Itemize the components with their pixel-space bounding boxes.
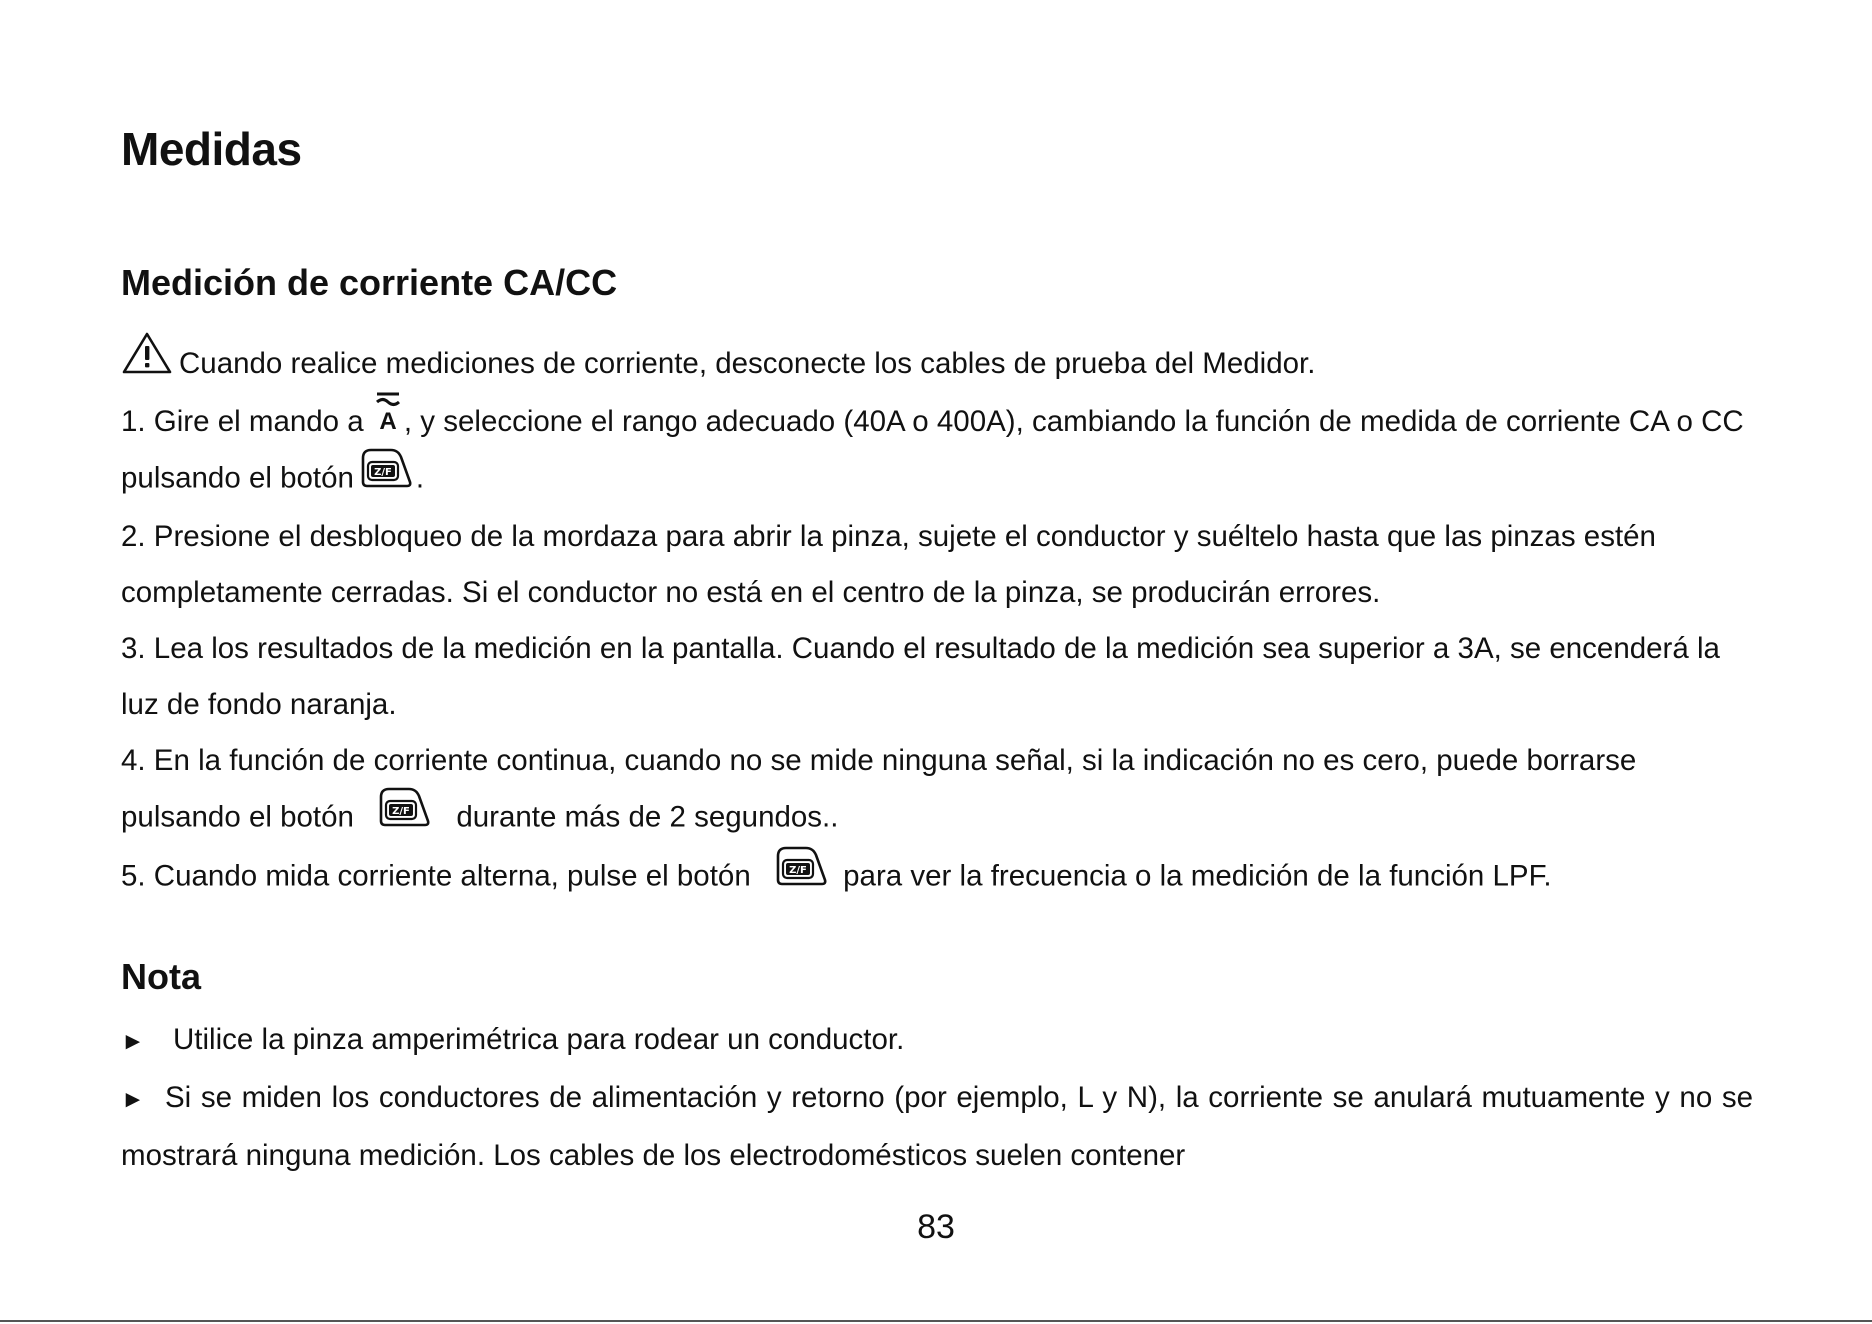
warning-line [121,336,1753,394]
zf-button-label: Z/F [789,865,807,877]
notes-block [121,1012,1753,1184]
zf-button-icon [376,783,434,848]
note-text: Utilice la pinza amperimétrica para rodear un conductor. [173,1023,905,1056]
step-5-text-start: 5. Cuando mida corriente alterna, pulse el botón [121,859,751,893]
step-1 [121,394,1753,510]
step-1-text-middle: , y seleccione el rango adecuado (40A o 400A), cambiando la función de medida de corriente CA o CC pulsando el botón [121,404,1744,495]
step-2: 2. Presione el desbloqueo de la mordaza para abrir la pinza, sujete el conductor y suéltelo hasta que las pinzas estén completamente cerradas. Si el conductor no está en el centro de la pinza, se producirán errores. [121,520,1656,610]
zf-button-label: Z/F [392,806,410,818]
note-item [121,1070,1753,1184]
step-5 [121,848,1753,907]
page-title: Medidas [121,123,302,175]
section-title: Medición de corriente CA/CC [121,262,618,303]
bottom-rule [0,1320,1872,1322]
step-5-text-end: para ver la frecuencia o la medición de la función LPF. [843,859,1552,893]
warning-text: Cuando realice mediciones de corriente, desconecte los cables de prueba del Medidor. [179,347,1316,380]
step-4-text-end: durante más de 2 segundos.. [456,800,839,834]
zf-button-icon [358,444,416,509]
note-item [121,1012,1753,1070]
note-title: Nota [121,956,201,997]
step-4-text-start: 4. En la función de corriente continua, cuando no se mide ninguna señal, si la indicación no es cero, puede borrarse pulsando el botón [121,744,1637,834]
bullet-arrow-icon: ► [121,1086,145,1113]
note-text: Si se miden los conductores de alimentación y retorno (por ejemplo, L y N), la corriente se anulará mutuamente y no se mostrará ninguna medición. Los cables de los electrodomésticos suelen contener [121,1081,1753,1172]
instructions-block [121,336,1753,907]
step-1-text-end: . [415,461,425,495]
warning-triangle-icon [121,331,173,394]
step-3: 3. Lea los resultados de la medición en la pantalla. Cuando el resultado de la medición sea superior a 3A, se encenderá la luz de fondo naranja. [121,632,1720,722]
page-number: 83 [917,1208,955,1246]
bullet-arrow-icon: ► [121,1028,145,1055]
step-4 [121,733,1753,848]
ac-dc-current-dial-icon [372,391,404,450]
dial-symbol-letter: A [379,408,397,432]
step-1-text-start: 1. Gire el mando a [121,404,372,438]
zf-button-icon [773,842,831,907]
zf-button-label: Z/F [374,467,392,479]
